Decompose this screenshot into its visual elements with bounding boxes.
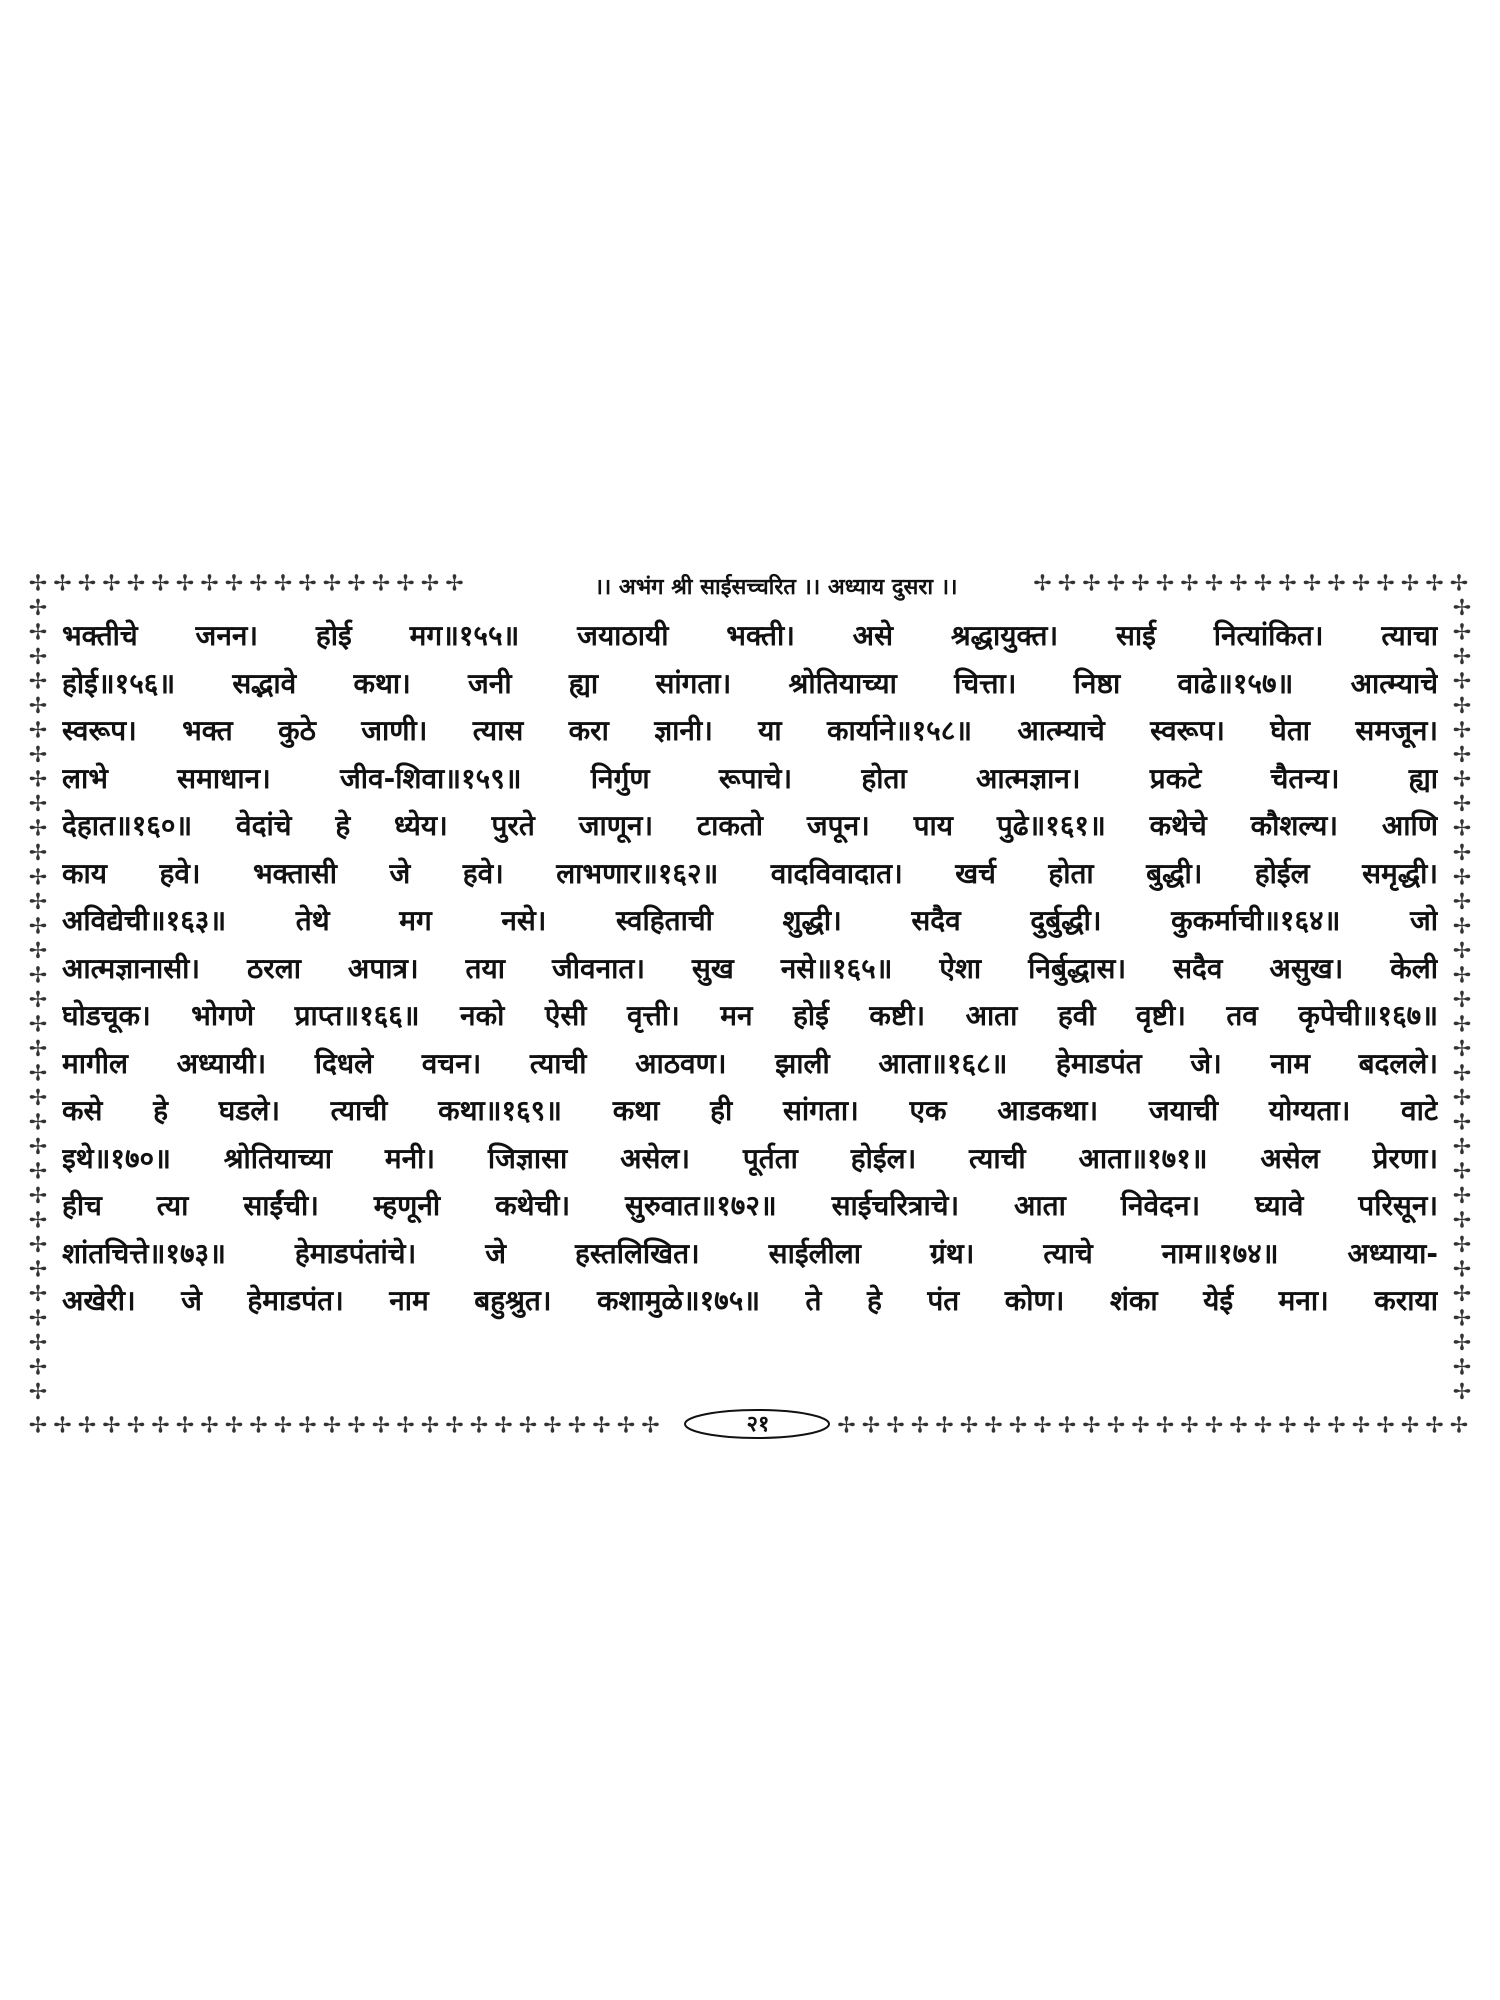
border-ornament: ✢ [1452,988,1472,1013]
border-ornament: ✢ [28,1331,48,1356]
border-ornament: ✢ [1452,620,1472,646]
border-ornament: ✢ [28,865,48,891]
border-ornament: ✢ [298,571,317,597]
border-ornament: ✢ [1302,1413,1322,1439]
border-ornament: ✢ [28,571,48,597]
border-ornament: ✢ [1452,1135,1472,1160]
border-ornament: ✢ [1452,792,1472,817]
border-ornament: ✢ [28,1110,48,1136]
border-ornament: ✢ [837,1413,856,1439]
border-ornament: ✢ [28,743,48,768]
border-ornament: ✢ [1449,1413,1469,1439]
border-ornament: ✢ [1351,1413,1371,1439]
border-ornament: ✢ [592,1413,611,1439]
border-ornament: ✢ [1229,1413,1248,1439]
border-ornament: ✢ [1376,1413,1395,1439]
border-ornament: ✢ [1204,571,1224,597]
page-header: ।। अभंग श्री साईसच्चरित ।। अध्याय दुसरा ।। [526,570,1026,606]
border-ornament: ✢ [935,1413,954,1439]
border-ornament: ✢ [1452,1306,1472,1332]
border-ornament: ✢ [1302,571,1322,597]
border-ornament: ✢ [298,1413,317,1439]
border-ornament: ✢ [1452,1037,1472,1062]
border-ornament: ✢ [1155,571,1175,597]
verse-line: भक्तीचे जनन। होई मग॥१५५॥ जयाठायी भक्ती। असे श्रद्धायुक्त। साई नित्यांकित। त्याचा [62,619,1438,652]
border-ornament: ✢ [28,1037,48,1062]
border-ornament: ✢ [28,694,48,719]
border-ornament: ✢ [28,596,48,621]
border-ornament: ✢ [28,718,48,744]
border-ornament: ✢ [53,571,72,597]
border-ornament: ✢ [28,1380,48,1405]
verse-text [62,612,1438,1325]
border-ornament: ✢ [175,571,195,597]
border-ornament: ✢ [1452,743,1472,768]
border-ornament: ✢ [420,571,440,597]
border-ornament: ✢ [1452,1086,1472,1111]
border-ornament: ✢ [1452,694,1472,719]
border-ornament: ✢ [445,1413,464,1439]
border-ornament: ✢ [28,1159,48,1185]
border-ornament: ✢ [1278,571,1297,597]
border-ornament: ✢ [420,1413,440,1439]
border-ornament: ✢ [886,1413,905,1439]
border-ornament: ✢ [77,1413,97,1439]
border-ornament: ✢ [249,1413,268,1439]
border-ornament: ✢ [984,1413,1003,1439]
border-ornament: ✢ [224,571,244,597]
border-ornament: ✢ [28,963,48,989]
verse-line: काय हवे। भक्तासी जे हवे। लाभणार॥१६२॥ वादविवादात। खर्च होता बुद्धी। होईल समृद्धी। [62,856,1438,890]
border-ornament: ✢ [322,571,342,597]
border-ornament: ✢ [641,1413,660,1439]
border-ornament: ✢ [371,571,391,597]
border-ornament: ✢ [1082,571,1101,597]
border-ornament: ✢ [28,988,48,1013]
border-ornament: ✢ [1452,1208,1472,1234]
border-ornament: ✢ [1400,1413,1420,1439]
border-ornament: ✢ [249,571,268,597]
border-ornament: ✢ [28,1355,48,1381]
border-ornament: ✢ [28,816,48,842]
border-ornament: ✢ [28,1306,48,1332]
border-ornament: ✢ [28,1012,48,1038]
border-ornament: ✢ [28,939,48,964]
border-ornament: ✢ [28,890,48,915]
border-ornament: ✢ [1452,1282,1472,1307]
border-ornament: ✢ [1155,1413,1175,1439]
border-ornament: ✢ [1452,939,1472,964]
verse-line: होई॥१५६॥ सद्भावे कथा। जनी ह्या सांगता। श्रोतियाच्या चित्ता। निष्ठा वाढे॥१५७॥ आत्म्याचे [62,666,1438,700]
border-ornament: ✢ [1452,963,1472,989]
border-ornament: ✢ [1452,816,1472,842]
border-ornament: ✢ [1452,1380,1472,1405]
verse-line: देहात॥१६०॥ वेदांचे हे ध्येय। पुरते जाणून। टाकतो जपून। पाय पुढे॥१६१॥ कथेचे कौशल्य। आणि [62,809,1438,842]
verse-line: घोडचूक। भोगणे प्राप्त॥१६६॥ नको ऐसी वृत्ती। मन होई कष्टी। आता हवी वृष्टी। तव कृपेची॥१६७॥ [62,999,1438,1032]
border-ornament: ✢ [567,1413,587,1439]
border-ornament: ✢ [1452,718,1472,744]
border-ornament: ✢ [1033,571,1052,597]
border-ornament: ✢ [371,1413,391,1439]
border-ornament: ✢ [77,571,97,597]
verse-line: हीच त्या साईंची। म्हणूनी कथेची। सुरुवात॥१७२॥ साईचरित्राचे। आता निवेदन। घ्यावे परिसून। [62,1189,1438,1222]
border-ornament: ✢ [1327,571,1346,597]
border-ornament: ✢ [347,571,366,597]
border-ornament: ✢ [1452,1159,1472,1185]
border-ornament: ✢ [1425,571,1444,597]
border-ornament: ✢ [1452,914,1472,940]
border-ornament: ✢ [1180,1413,1199,1439]
verse-line: कसे हे घडले। त्याची कथा॥१६९॥ कथा ही सांगता। एक आडकथा। जयाची योग्यता। वाटे [62,1094,1438,1127]
border-ornament: ✢ [28,914,48,940]
border-ornament: ✢ [1033,1413,1052,1439]
border-ornament: ✢ [200,1413,219,1439]
border-ornament: ✢ [1452,669,1472,695]
border-ornament: ✢ [28,1135,48,1160]
border-ornament: ✢ [1131,1413,1150,1439]
border-ornament: ✢ [1452,1110,1472,1136]
border-ornament: ✢ [347,1413,366,1439]
border-ornament: ✢ [273,571,293,597]
border-ornament: ✢ [1452,1257,1472,1283]
border-ornament: ✢ [1106,1413,1126,1439]
verse-line: लाभे समाधान। जीव-शिवा॥१५९॥ निर्गुण रूपाचे। होता आत्मज्ञान। प्रकटे चैतन्य। ह्या [62,761,1438,795]
border-ornament: ✢ [959,1413,979,1439]
verse-line: आत्मज्ञानासी। ठरला अपात्र। तया जीवनात। सुख नसे॥१६५॥ ऐशा निर्बुद्धास। सदैव असुख। केली [62,951,1438,985]
border-ornament: ✢ [1082,1413,1101,1439]
verse-line: अविद्येची॥१६३॥ तेथे मग नसे। स्वहिताची शुद्धी। सदैव दुर्बुद्धी। कुकर्माची॥१६४॥ जो [62,904,1438,937]
border-ornament: ✢ [445,571,464,597]
border-ornament: ✢ [200,571,219,597]
border-ornament: ✢ [28,1413,48,1439]
border-ornament: ✢ [224,1413,244,1439]
border-ornament: ✢ [53,1413,72,1439]
border-ornament: ✢ [151,1413,170,1439]
border-ornament: ✢ [273,1413,293,1439]
border-ornament: ✢ [494,1413,513,1439]
border-ornament: ✢ [1452,1012,1472,1038]
border-ornament: ✢ [1057,571,1077,597]
border-ornament: ✢ [1452,645,1472,670]
border-ornament: ✢ [1253,571,1273,597]
page-frame [26,570,1474,1440]
border-ornament: ✢ [28,1233,48,1258]
border-ornament: ✢ [28,1061,48,1087]
border-ornament: ✢ [1452,767,1472,793]
border-ornament: ✢ [1351,571,1371,597]
border-ornament: ✢ [28,841,48,866]
border-ornament: ✢ [1452,865,1472,891]
border-ornament: ✢ [28,1257,48,1283]
border-ornament: ✢ [1452,1331,1472,1356]
border-ornament: ✢ [1400,571,1420,597]
border-ornament: ✢ [1204,1413,1224,1439]
border-ornament: ✢ [1253,1413,1273,1439]
verse-line: अखेरी। जे हेमाडपंत। नाम बहुश्रुत। कशामुळे॥१७५॥ ते हे पंत कोण। शंका येई मना। कराया [62,1284,1438,1317]
border-ornament: ✢ [1008,1413,1028,1439]
border-ornament: ✢ [102,571,121,597]
border-ornament: ✢ [1452,1184,1472,1209]
border-ornament: ✢ [1452,841,1472,866]
border-ornament: ✢ [126,1413,146,1439]
border-ornament: ✢ [1106,571,1126,597]
verse-line: स्वरूप। भक्त कुठे जाणी। त्यास करा ज्ञानी। या कार्याने॥१५८॥ आत्म्याचे स्वरूप। घेता समजून। [62,714,1438,747]
border-ornament: ✢ [28,767,48,793]
verse-line: इथे॥१७०॥ श्रोतियाच्या मनी। जिज्ञासा असेल। पूर्तता होईल। त्याची आता॥१७१॥ असेल प्रेरणा। [62,1141,1438,1175]
verse-line: मागील अध्यायी। दिधले वचन। त्याची आठवण। झाली आता॥१६८॥ हेमाडपंत जे। नाम बदलले। [62,1046,1438,1080]
border-ornament: ✢ [28,645,48,670]
border-ornament: ✢ [1449,571,1469,597]
border-ornament: ✢ [102,1413,121,1439]
border-ornament: ✢ [1452,1061,1472,1087]
border-ornament: ✢ [126,571,146,597]
page-number: २१ [746,1412,770,1437]
border-ornament: ✢ [28,1282,48,1307]
border-ornament: ✢ [28,669,48,695]
border-ornament: ✢ [616,1413,636,1439]
border-ornament: ✢ [28,1086,48,1111]
border-ornament: ✢ [910,1413,930,1439]
border-ornament: ✢ [28,620,48,646]
border-ornament: ✢ [1452,596,1472,621]
border-ornament: ✢ [1425,1413,1444,1439]
border-ornament: ✢ [518,1413,538,1439]
border-ornament: ✢ [28,1208,48,1234]
border-ornament: ✢ [396,571,415,597]
border-ornament: ✢ [1229,571,1248,597]
border-ornament: ✢ [861,1413,881,1439]
verse-line: शांतचित्ते॥१७३॥ हेमाडपंतांचे। जे हस्तलिखित। साईलीला ग्रंथ। त्याचे नाम॥१७४॥ अध्याया- [62,1236,1438,1270]
border-ornament: ✢ [1131,571,1150,597]
border-ornament: ✢ [1180,571,1199,597]
border-ornament: ✢ [1452,1233,1472,1258]
border-ornament: ✢ [28,1184,48,1209]
border-ornament: ✢ [322,1413,342,1439]
border-ornament: ✢ [1452,890,1472,915]
border-ornament: ✢ [1376,571,1395,597]
border-ornament: ✢ [1278,1413,1297,1439]
border-ornament: ✢ [1452,1355,1472,1381]
border-ornament: ✢ [1327,1413,1346,1439]
border-ornament: ✢ [543,1413,562,1439]
border-ornament: ✢ [396,1413,415,1439]
border-ornament: ✢ [175,1413,195,1439]
border-ornament: ✢ [469,1413,489,1439]
border-ornament: ✢ [1057,1413,1077,1439]
border-ornament: ✢ [151,571,170,597]
border-ornament: ✢ [28,792,48,817]
